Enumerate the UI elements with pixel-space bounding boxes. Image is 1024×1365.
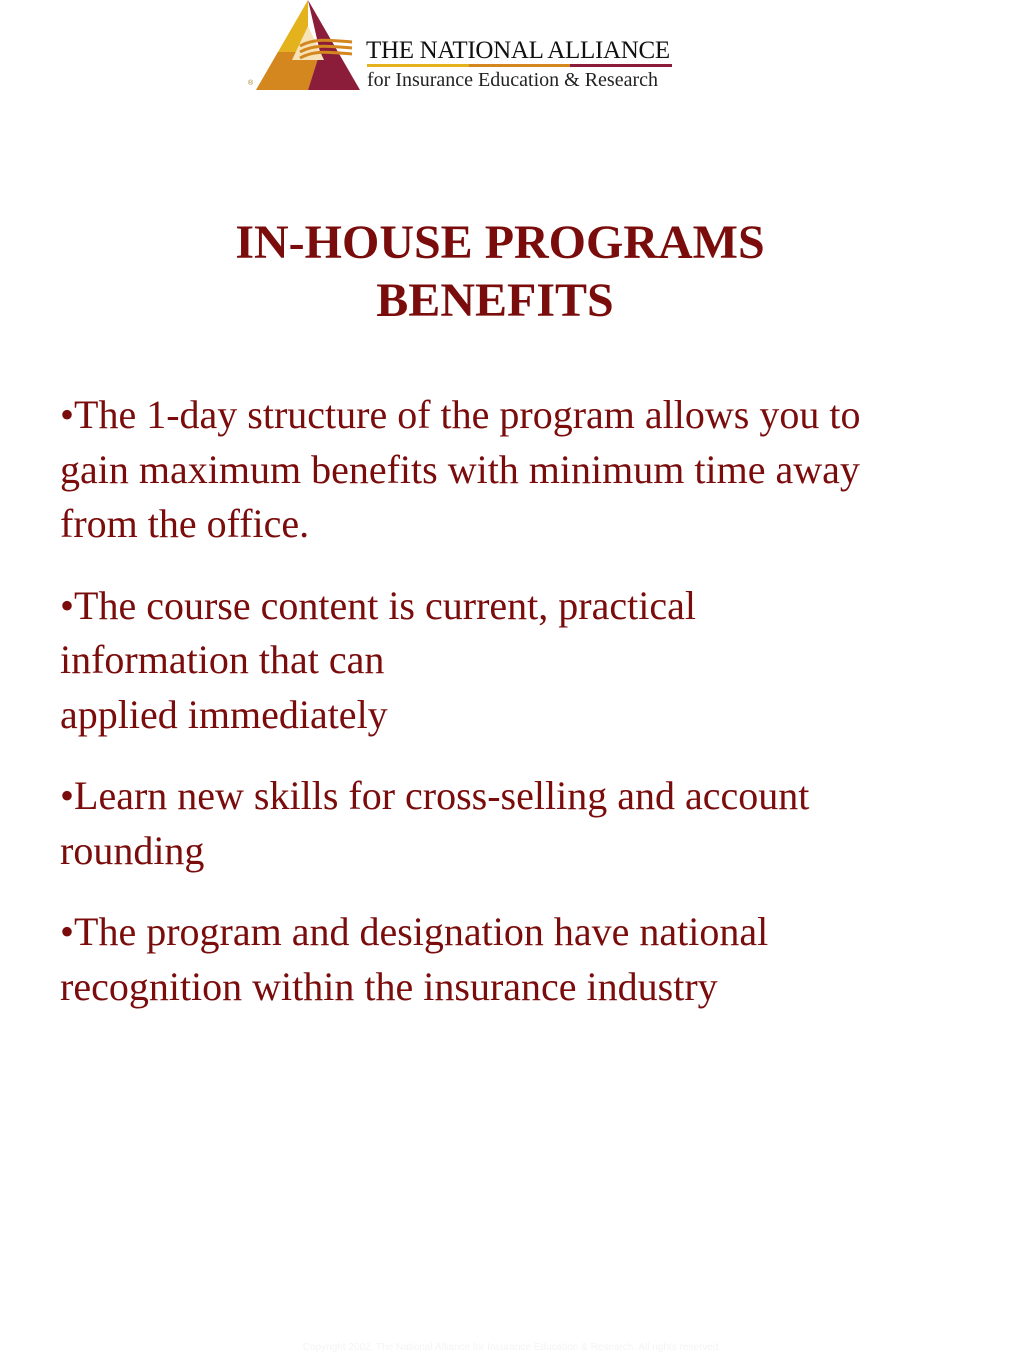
benefit-text-line: •The program and designation have national (60, 909, 769, 954)
benefit-item (60, 579, 1000, 743)
national-alliance-logo (248, 0, 678, 96)
logo-subtitle: for Insurance Education & Research (367, 69, 658, 91)
logo-organization-name: THE NATIONAL ALLIANCE (366, 37, 670, 64)
logo-color-rule (367, 64, 672, 67)
benefit-text-line: recognition within the insurance industry (60, 963, 718, 1009)
page-title (0, 214, 1000, 330)
benefit-text-line: from the office. (60, 501, 310, 546)
registered-mark: ® (248, 80, 254, 87)
benefit-text-line: •Learn new skills for cross-selling and account (60, 773, 810, 818)
benefits-list (60, 388, 1000, 1041)
title-line-2: BENEFITS (376, 274, 614, 327)
benefit-text-line: •The 1-day structure of the program allows you to (60, 392, 861, 437)
triangle-logo-icon (248, 0, 364, 94)
benefit-item (60, 388, 1000, 552)
benefit-text-line: •The course content is current, practical (60, 582, 696, 628)
copyright-footer: Copyright 2002, The National Alliance for Insurance Education & Research. All rights reserved. (302, 1342, 722, 1353)
benefit-text-line: information that can (60, 637, 385, 682)
benefit-text-line: applied immediately (60, 691, 388, 737)
benefit-text-line: gain maximum benefits with minimum time away (60, 446, 860, 492)
title-line-1: IN-HOUSE PROGRAMS (235, 216, 765, 269)
benefit-text-line: rounding (60, 827, 205, 873)
benefit-item (60, 769, 1000, 878)
benefit-item (60, 905, 1000, 1014)
